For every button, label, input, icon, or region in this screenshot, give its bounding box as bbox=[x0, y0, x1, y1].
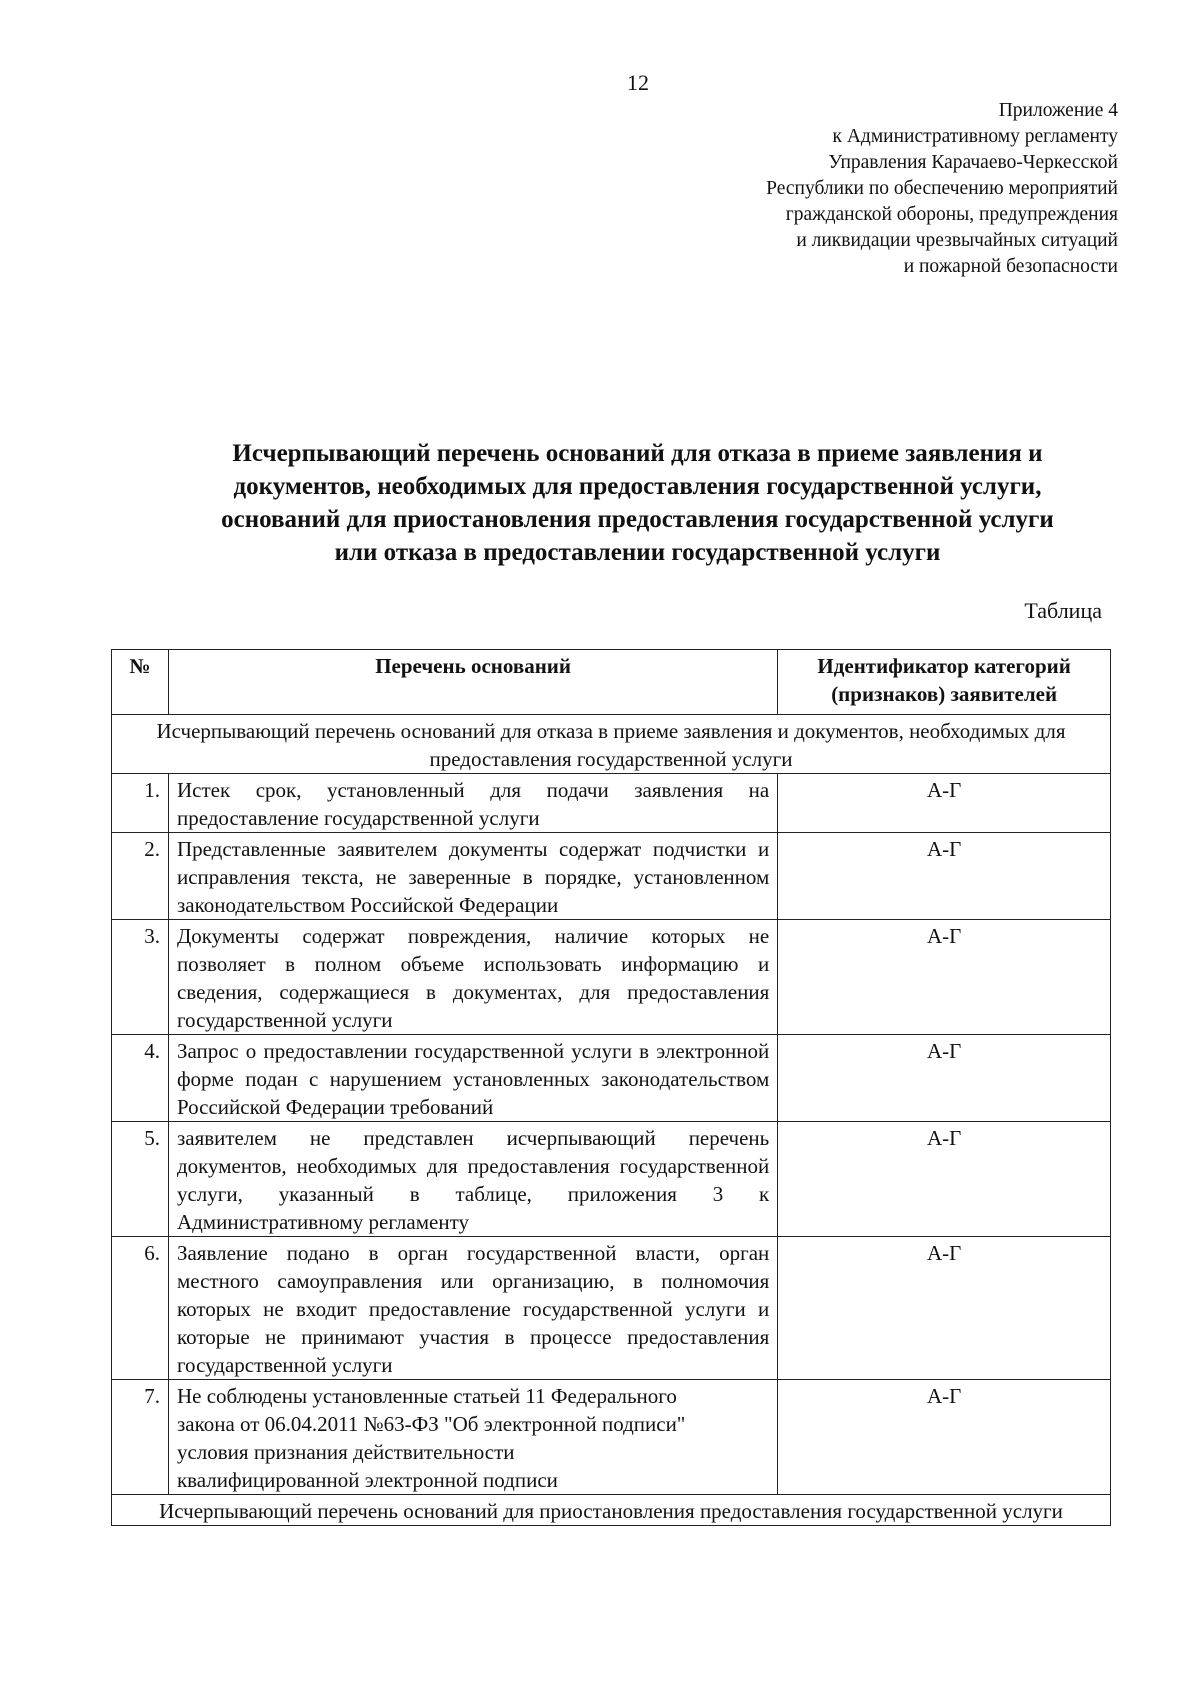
annex-line: гражданской обороны, предупреждения bbox=[785, 204, 1118, 225]
table-row bbox=[112, 1380, 1111, 1495]
annex-line: Республики по обеспечению мероприятий bbox=[766, 178, 1118, 199]
section-title-suspension: Исчерпывающий перечень оснований для приостановления предоставления государственной услуги bbox=[112, 1495, 1111, 1526]
title-line: документов, необходимых для предоставления государственной услуги, bbox=[233, 473, 1042, 500]
header-grounds: Перечень оснований bbox=[168, 650, 777, 715]
table-row bbox=[112, 920, 1111, 1035]
title-line: оснований для приостановления предоставления государственной услуги bbox=[221, 506, 1054, 533]
row-identifier: А-Г bbox=[778, 1380, 1111, 1495]
row-identifier: А-Г bbox=[778, 1035, 1111, 1122]
row-number: 3. bbox=[112, 920, 169, 1035]
row-ground-text: Представленные заявителем документы содержат подчистки и исправления текста, не заверенные в порядке, установленном законодательством Российской Федерации bbox=[168, 833, 777, 920]
row-number: 6. bbox=[112, 1237, 169, 1380]
row-identifier: А-Г bbox=[778, 1122, 1111, 1237]
header-number: № bbox=[112, 650, 169, 715]
grounds-table bbox=[111, 649, 1111, 1526]
row-ground-line: Не соблюдены установленные статьей 11 Федерального bbox=[176, 1384, 677, 1408]
title-line: Исчерпывающий перечень оснований для отказа в приеме заявления и bbox=[232, 440, 1043, 467]
table-caption: Таблица bbox=[1024, 598, 1102, 623]
page-number: 12 bbox=[627, 70, 649, 95]
annex-line: к Административному регламенту bbox=[832, 126, 1118, 147]
row-identifier: А-Г bbox=[778, 774, 1111, 833]
row-ground-text: заявителем не представлен исчерпывающий перечень документов, необходимых для предоставления государственной услуги, указанный в таблице, приложения 3 к Административному регламенту bbox=[168, 1122, 777, 1237]
row-ground-text bbox=[168, 1380, 777, 1495]
section-row-suspension bbox=[112, 1495, 1111, 1526]
row-identifier: А-Г bbox=[778, 833, 1111, 920]
row-ground-text: Документы содержат повреждения, наличие которых не позволяет в полном объеме использовать информацию и сведения, содержащиеся в документах, для предоставления государственной услуги bbox=[168, 920, 777, 1035]
table-header-row bbox=[112, 650, 1111, 715]
row-ground-line: закона от 06.04.2011 №63-ФЗ "Об электронной подписи" bbox=[176, 1412, 686, 1436]
annex-line: Приложение 4 bbox=[998, 100, 1118, 121]
row-number: 1. bbox=[112, 774, 169, 833]
row-number: 4. bbox=[112, 1035, 169, 1122]
row-ground-line: квалифицированной электронной подписи bbox=[176, 1468, 558, 1492]
row-identifier: А-Г bbox=[778, 1237, 1111, 1380]
row-ground-line: условия признания действительности bbox=[176, 1440, 515, 1464]
section-title-refusal: Исчерпывающий перечень оснований для отказа в приеме заявления и документов, необходимых для предоставления государственной услуги bbox=[112, 715, 1111, 774]
title-line: или отказа в предоставлении государственной услуги bbox=[334, 539, 941, 566]
row-ground-text: Истек срок, установленный для подачи заявления на предоставление государственной услуги bbox=[168, 774, 777, 833]
table-row bbox=[112, 1237, 1111, 1380]
row-identifier: А-Г bbox=[778, 920, 1111, 1035]
annex-line: и пожарной безопасности bbox=[903, 256, 1118, 277]
section-row-refusal bbox=[112, 715, 1111, 774]
row-number: 5. bbox=[112, 1122, 169, 1237]
annex-line: и ликвидации чрезвычайных ситуаций bbox=[796, 230, 1118, 251]
row-number: 7. bbox=[112, 1380, 169, 1495]
table-row bbox=[112, 1122, 1111, 1237]
row-number: 2. bbox=[112, 833, 169, 920]
header-identifier: Идентификатор категорий (признаков) заявителей bbox=[778, 650, 1111, 715]
table-row bbox=[112, 833, 1111, 920]
row-ground-text: Запрос о предоставлении государственной услуги в электронной форме подан с нарушением установленных законодательством Российской Федерации требований bbox=[168, 1035, 777, 1122]
annex-line: Управления Карачаево-Черкесской bbox=[828, 152, 1118, 173]
table-row bbox=[112, 774, 1111, 833]
row-ground-text: Заявление подано в орган государственной власти, орган местного самоуправления или организацию, в полномочия которых не входит предоставление государственной услуги и которые не принимают участия в процессе предоставления государственной услуги bbox=[168, 1237, 777, 1380]
annex-reference bbox=[598, 98, 1118, 280]
table-row bbox=[112, 1035, 1111, 1122]
document-title bbox=[150, 437, 1125, 569]
